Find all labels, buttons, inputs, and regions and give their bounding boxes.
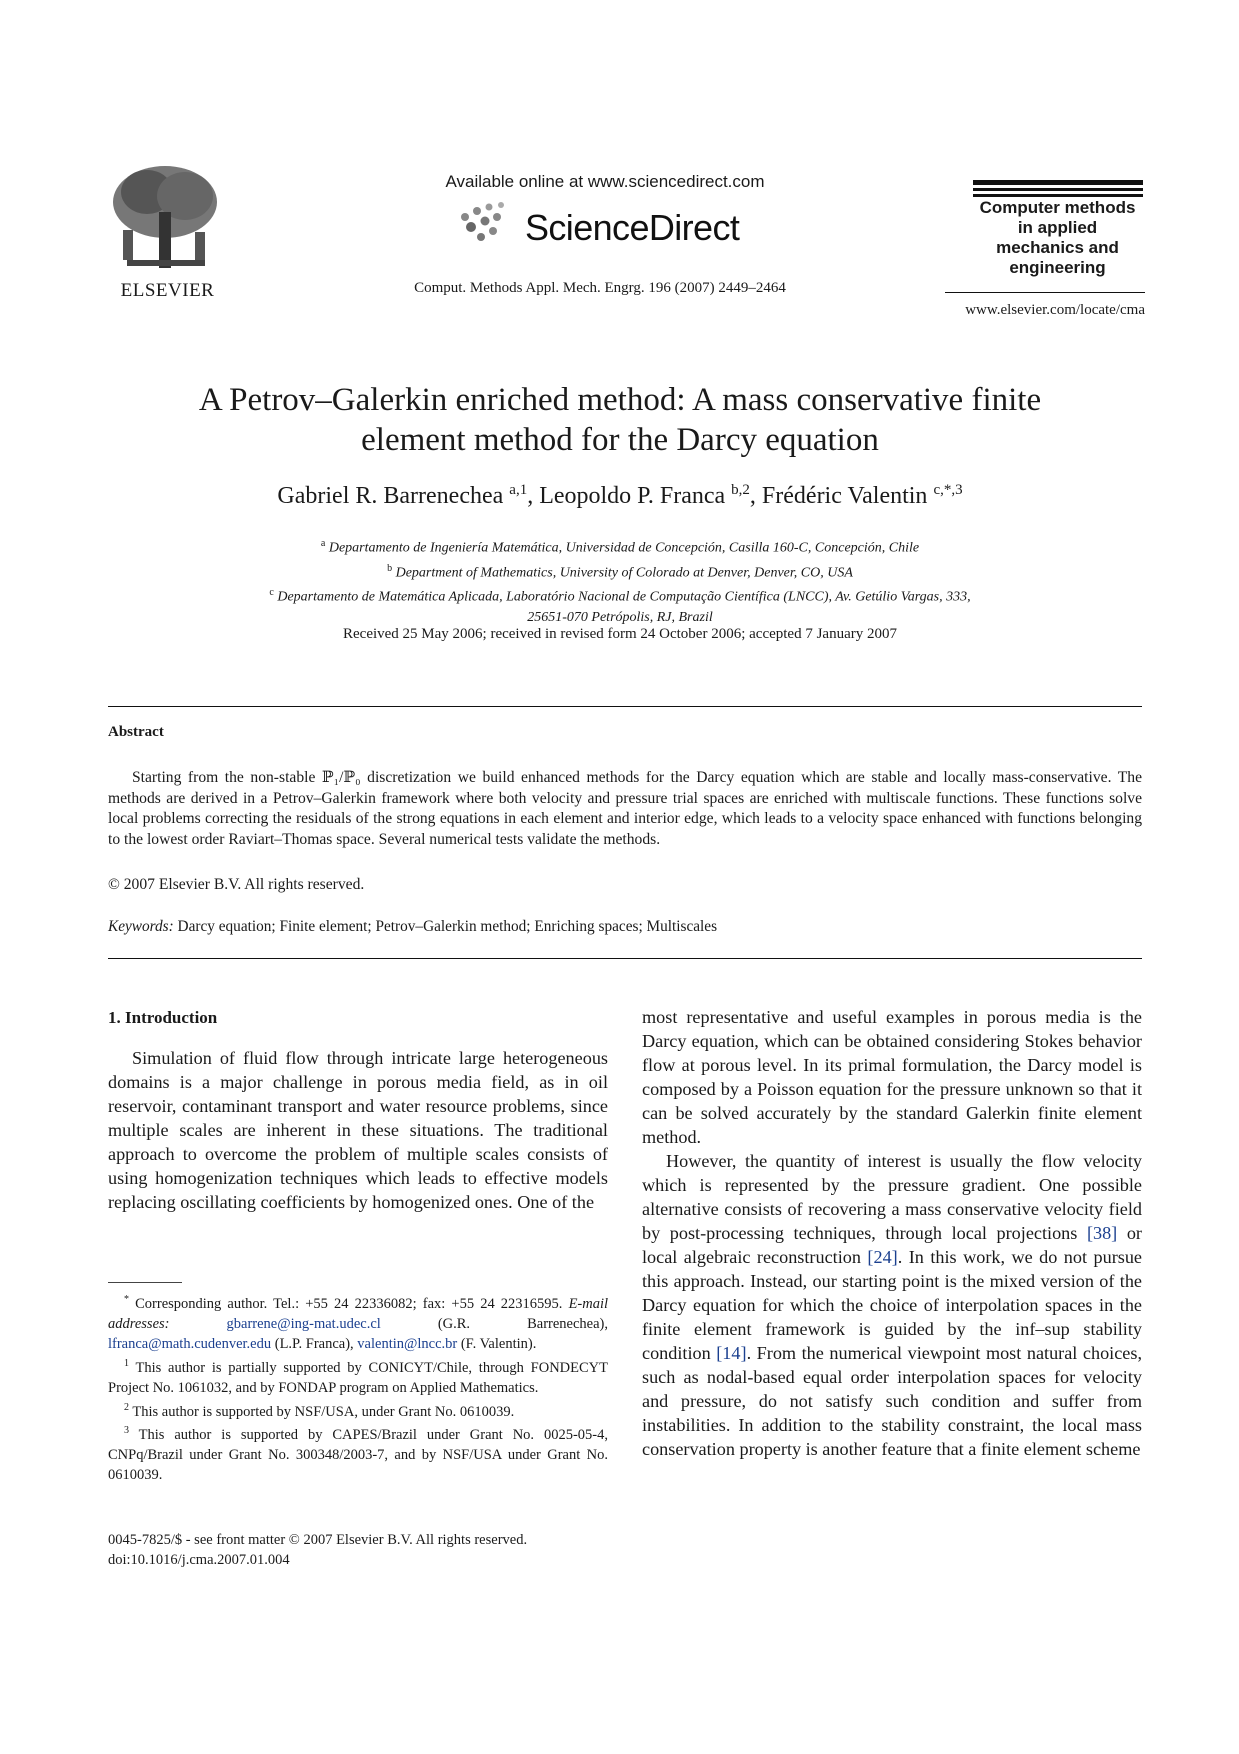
received-dates: Received 25 May 2006; received in revised form 24 October 2006; accepted 7 January 2007 bbox=[343, 626, 897, 642]
email-link[interactable]: gbarrene@ing-mat.udec.cl bbox=[226, 1315, 381, 1332]
elsevier-wordmark: ELSEVIER bbox=[120, 280, 215, 301]
footnote-rule bbox=[108, 1282, 182, 1283]
email-link[interactable]: valentin@lncc.br bbox=[357, 1335, 458, 1352]
author-affil-mark: c,*,3 bbox=[933, 482, 963, 498]
reference-link[interactable]: [38] bbox=[1086, 1223, 1118, 1243]
left-column-text: Simulation of fluid flow through intricate large heterogeneous domains is a major challenge in porous media field, as in oil reservoir, contaminant transport and water resource problems, since multiple scales are inherent in these situations. The traditional approach to overcome the problem of multiple scales consists of using homogenization techniques which leads to effective models replacing oscillating coefficients by homogenized ones. One of the bbox=[108, 1048, 608, 1212]
section-heading: 1. Introduction bbox=[108, 1008, 218, 1027]
email-link[interactable]: lfranca@math.cudenver.edu bbox=[108, 1335, 272, 1352]
reference-link[interactable]: [14] bbox=[716, 1343, 747, 1363]
doi[interactable]: doi:10.1016/j.cma.2007.01.004 bbox=[108, 1552, 290, 1568]
elsevier-tree-logo bbox=[105, 160, 225, 300]
issn-line: 0045-7825/$ - see front matter © 2007 Elsevier B.V. All rights reserved. bbox=[108, 1532, 528, 1548]
available-online-text[interactable]: Available online at www.sciencedirect.com bbox=[445, 172, 765, 191]
reference-link[interactable]: [24] bbox=[867, 1247, 898, 1267]
footnotes: * Corresponding author. Tel.: +55 24 22336082; fax: +55 24 22316595. E-mail addresses: gbarrene@ing-mat.udec.cl (G.R. Barrenechea), lfranca@math.cudenver.edu (L.P. Franca), valentin@lncc.br (F. Valentin). $^1$ This author is partially supported by CONICYT/Chile, through FONDECYT Project No. 1061032, and by FONDAP program on Applied Mathematics. $^2$ This author is supported by NSF/USA, under Grant No. 0610039. $^3$ This author is supported by CAPES/Brazil under Grant No. 0025-05-4, CNPq/Brazil under Grant No. 300348/2003-7, and by NSF/USA under Grant No. 0610039. bbox=[108, 1294, 609, 1484]
journal-url[interactable]: www.elsevier.com/locate/cma bbox=[965, 302, 1145, 318]
right-column-text: most representative and useful examples in porous media is the Darcy equation, which can be obtained considering Stokes behavior flow at porous level. In its primal formulation, the Darcy model is composed by a Poisson equation for the pressure unknown so that it can be solved accurately by the standard Galerkin finite element method. However, the quantity of interest is usually the flow velocity which is represented by the pressure gradient. One possible alternative consists of recovering a mass conservative velocity field by post-processing techniques, through local projections [38] or local algebraic reconstruction [24]. In this work, we do not pursue this approach. Instead, our starting point is the mixed version of the Darcy equation for which the choice of interpolation spaces in the finite element framework is guided by the inf–sup stability condition [14]. From the numerical viewpoint most natural choices, such as nodal-based equal order interpolation spaces for velocity and pressure, do not satisfy such condition and suffer from instabilities. In addition to the stability constraint, the local mass conservation property is another feature that a finite element scheme bbox=[642, 1007, 1142, 1459]
author-name: Frédéric Valentin bbox=[761, 483, 928, 509]
abstract-top-rule bbox=[108, 706, 1142, 707]
author-name: Gabriel R. Barrenechea bbox=[277, 483, 504, 509]
author-affil-mark: b,2 bbox=[731, 482, 750, 498]
affiliations: $^a$ Departamento de Ingeniería Matemática, Universidad de Concepción, Casilla 160-C, Concepción, Chile $^b$ Department of Mathematics, University of Colorado at Denver, Denver, CO, USA $^c$ Departamento de Matemática Aplicada, Laboratório Nacional de Computação Científica (LNCC), Av. Getúlio Vargas, 333, 25651-070 Petrópolis, RJ, Brazil bbox=[269, 538, 971, 625]
author-affil-mark: a,1 bbox=[509, 482, 528, 498]
sciencedirect-wordmark: ScienceDirect bbox=[525, 207, 740, 248]
keywords-list: Darcy equation; Finite element; Petrov–Galerkin method; Enriching spaces; Multiscales bbox=[177, 918, 718, 935]
abstract-heading: Abstract bbox=[108, 724, 164, 740]
journal-name: Computer methods in applied mechanics and engineering bbox=[979, 198, 1136, 277]
abstract-body: Starting from the non-stable ℙ₁/ℙ₀ discretization we build enhanced methods for the Darcy equation which are stable and locally mass-conservative. The methods are derived in a Petrov–Galerkin framework where both velocity and pressure trial spaces are enriched with multiscale functions. These functions solve local problems correcting the residuals of the strong equations in each element and interior edge, which leads to a velocity space enhanced with functions belonging to the lowest order Raviart–Thomas space. Several numerical tests validate the methods. bbox=[108, 769, 1142, 848]
abstract-bottom-rule bbox=[108, 958, 1142, 959]
author-list: Gabriel R. Barrenechea $^{a,1}$, Leopoldo P. Franca $^{b,2}$, Frédéric Valentin $^{c,*,3}$ bbox=[277, 482, 963, 509]
journal-masthead-bars bbox=[973, 180, 1143, 200]
article-title: A Petrov–Galerkin enriched method: A mass conservative finite element method for the Darcy equation bbox=[198, 382, 1042, 458]
front-matter bbox=[108, 1530, 628, 1570]
author-name: Leopoldo P. Franca bbox=[539, 483, 726, 509]
keywords-label: Keywords: bbox=[108, 918, 174, 935]
keywords-line bbox=[108, 918, 717, 936]
abstract-copyright: © 2007 Elsevier B.V. All rights reserved. bbox=[108, 876, 365, 893]
journal-divider bbox=[945, 292, 1145, 293]
journal-citation: Comput. Methods Appl. Mech. Engrg. 196 (2007) 2449–2464 bbox=[414, 280, 786, 296]
